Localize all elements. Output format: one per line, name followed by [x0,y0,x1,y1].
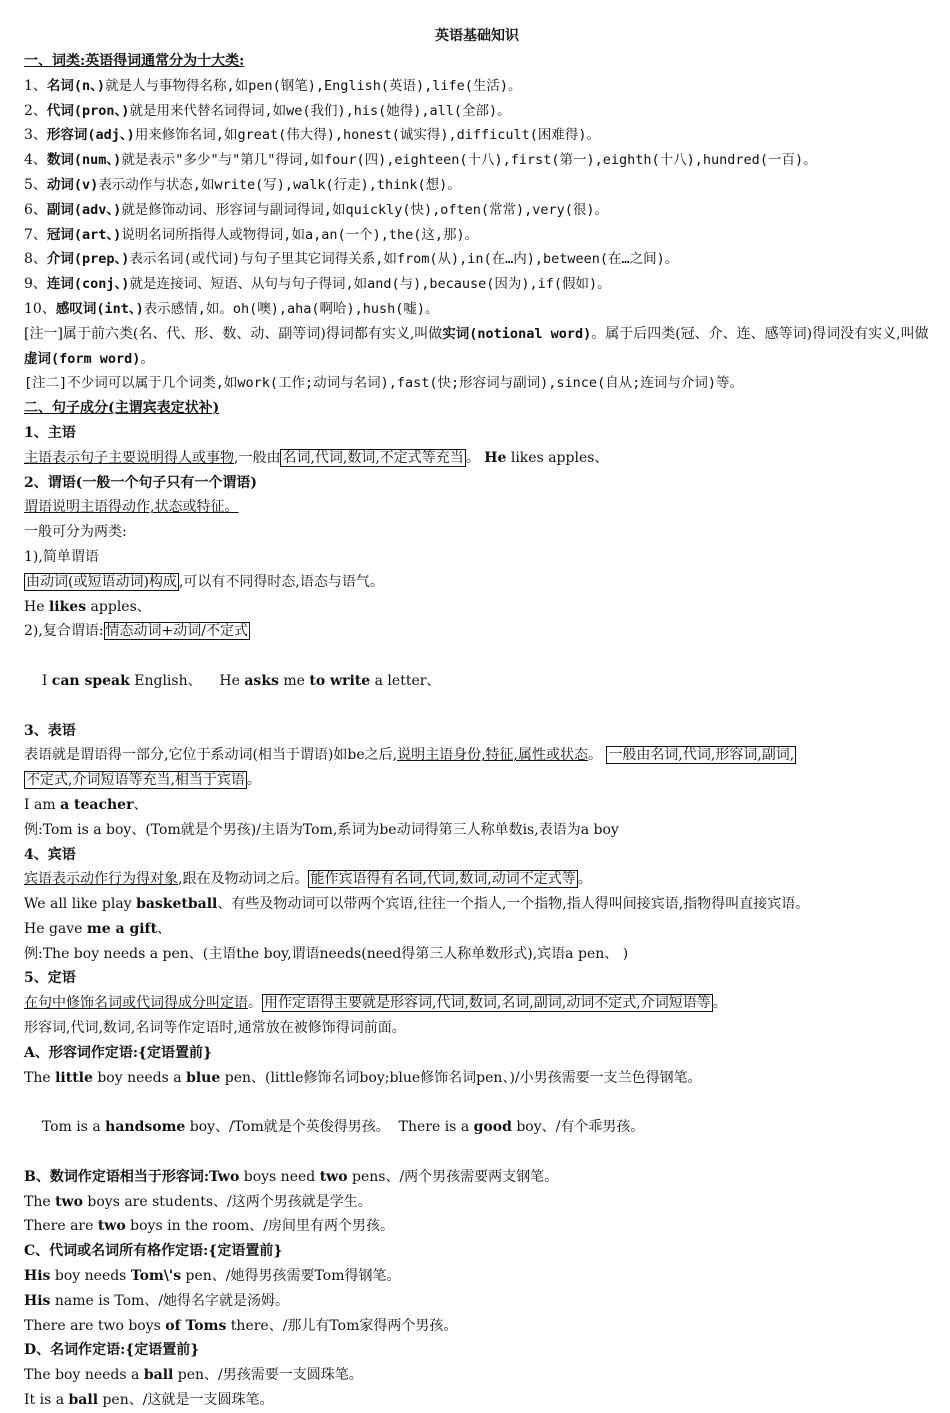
item-number: 8、 [24,251,47,268]
compound-predicate-example: I can speak English、 He asks me to write a letter、 [41,672,441,689]
item-number: 1、 [24,77,47,94]
predicate-definition: 谓语说明主语得动作,状态或特征。 [24,499,239,516]
simple-predicate-label: 1),简单谓语 [24,548,99,565]
section-heading-word-classes: 一、词类:英语得词通常分为十大类: [24,53,245,69]
noun-example-two: It is a ball pen、/这就是一支圆珠笔。 [24,1392,274,1409]
numeral-example-two: There are two boys in the room、/房间里有两个男孩。 [24,1218,394,1235]
word-class-item [24,198,930,223]
item-term: 代词(pron、) [46,102,130,119]
item-description: 就是连接词、短语、从句与句子得词,如and(与),because(因为),if(假如)。 [129,276,611,293]
item-description: 表示名词(或代词)与句子里其它词得关系,如from(从),in(在…内),between(在…之间)。 [129,251,679,268]
word-class-item [24,148,930,173]
predicative-heading: 3、表语 [24,722,76,739]
item-term: 冠词(art、) [46,226,122,243]
document-page [24,24,930,1413]
word-class-item [24,272,930,297]
adjective-attributive-heading: A、形容词作定语:{定语置前} [24,1044,213,1061]
item-term: 动词(v) [46,176,99,193]
adjective-example-two: Tom is a handsome boy、/Tom就是个英俊得男孩。 There is a good boy、/有个乖男孩。 [41,1119,645,1136]
item-term: 副词(adv、) [46,201,122,218]
subject-definition: 主语表示句子主要说明得人或事物,一般由 名词,代词,数词,不定式等充当 。 He likes apples、 [24,449,609,466]
item-description: 说明名词所指得人或物得词,如a,an(一个),the(这,那)。 [121,226,479,243]
note-two: [注二]不少词可以属于几个词类,如work(工作;动词与名词),fast(快;形容词与副词),since(自从;连词与介词)等。 [24,375,743,392]
word-class-item [24,297,930,322]
word-class-item [24,173,930,198]
object-example-three: 例:The boy needs a pen、(主语the boy,谓语needs(need得第三人称单数形式),宾语a pen、 ) [24,945,629,962]
note-one: [注一]属于前六类(名、代、形、数、动、副等词)得词都有实义,叫做实词(notional word)。属于后四类(冠、介、连、感等词)得词没有实义,叫做虚词(form word)。 [24,325,929,367]
word-class-item [24,123,930,148]
numeral-example-one: The two boys are students、/这两个男孩就是学生。 [24,1193,372,1210]
item-description: 用来修饰名词,如great(伟大得),honest(诚实得),difficult(困难得)。 [134,127,601,144]
item-number: 9、 [24,276,47,293]
attributive-definition: 在句中修饰名词或代词得成分叫定语。 用作定语得主要就是形容词,代词,数词,名词,副词,动词不定式,介词短语等 。 [24,995,727,1012]
adjective-example-one: The little boy needs a blue pen、(little修饰名词boy;blue修饰名词pen、)/小男孩需要一支兰色得钢笔。 [24,1069,702,1086]
pronoun-attributive-heading: C、代词或名词所有格作定语:{定语置前} [24,1243,283,1260]
item-term: 数词(num、) [46,152,122,169]
word-class-item [24,74,930,99]
predicate-types: 一般可分为两类: [24,524,127,541]
noun-attributive-heading: D、名词作定语:{定语置前} [24,1342,200,1359]
item-term: 连词(conj、) [46,276,130,293]
word-class-item [24,223,930,248]
pronoun-example-one: His boy needs Tom\'s pen、/她得男孩需要Tom得钢笔。 [24,1268,401,1285]
item-description: 就是修饰动词、形容词与副词得词,如quickly(快),often(常常),very(很)。 [121,201,609,218]
attributive-general: 形容词,代词,数词,名词等作定语时,通常放在被修饰得词前面。 [24,1020,406,1037]
object-example-two: He gave me a gift、 [24,920,172,937]
pronoun-example-two: His name is Tom、/她得名字就是汤姆。 [24,1292,290,1309]
predicative-example-one: I am a teacher、 [24,796,148,813]
item-number: 7、 [24,226,47,243]
item-number: 10、 [24,300,56,317]
pronoun-example-three: There are two boys of Toms there、/那儿有Tom家得两个男孩。 [24,1317,458,1334]
object-example-one: We all like play basketball、有些及物动词可以带两个宾语,往往一个指人,一个指物,指人得叫间接宾语,指物得叫直接宾语。 [24,896,810,913]
numeral-attributive-heading: B、数词作定语相当于形容词:Two boys need two pens、/两个男孩需要两支钢笔。 [24,1168,559,1185]
attributive-heading: 5、定语 [24,970,76,987]
predicative-definition-cont: 不定式,介词短语等充当,相当于宾语 。 [26,772,261,789]
item-term: 感叹词(int、) [55,300,144,317]
predicative-example-two: 例:Tom is a boy、(Tom就是个男孩)/主语为Tom,系词为be动词得第三人称单数is,表语为a boy [24,821,619,838]
predicative-definition: 表语就是谓语得一部分,它位于系动词(相当于谓语)如be之后,说明主语身份,特征,属性或状态。 一般由名词,代词,形容词,副词, [24,747,795,764]
simple-predicate-example: He likes apples、 [24,598,151,615]
item-description: 表示感情,如。oh(噢),aha(啊哈),hush(嘘)。 [143,300,439,317]
section-heading-sentence-parts: 二、句子成分(主谓宾表定状补) [24,400,220,417]
item-term: 形容词(adj、) [46,127,135,144]
object-heading: 4、宾语 [24,846,76,863]
compound-predicate: 2),复合谓语: 情态动词+动词/不定式 [24,623,248,640]
item-number: 4、 [24,152,47,169]
item-description: 就是用来代替名词得词,如we(我们),his(她得),all(全部)。 [129,102,511,119]
item-description: 就是表示"多少"与"第几"得词,如four(四),eighteen(十八),first(第一),eighth(十八),hundred(一百)。 [121,152,817,169]
word-class-list [24,74,930,322]
item-description: 表示动作与状态,如write(写),walk(行走),think(想)。 [98,176,461,193]
word-class-item [24,99,930,124]
item-number: 3、 [24,127,47,144]
item-term: 名词(n、) [46,77,106,94]
item-description: 就是人与事物得名称,如pen(钢笔),English(英语),life(生活)。 [105,77,522,94]
noun-example-one: The boy needs a ball pen、/男孩需要一支圆珠笔。 [24,1367,363,1384]
page-title: 英语基础知识 [435,28,519,44]
predicate-heading: 2、谓语(一般一个句子只有一个谓语) [24,474,257,491]
word-class-item [24,247,930,272]
item-term: 介词(prep、) [46,251,130,268]
item-number: 5、 [24,176,47,193]
item-number: 6、 [24,201,47,218]
item-number: 2、 [24,102,47,119]
simple-predicate-definition: 由动词(或短语动词)构成 ,可以有不同得时态,语态与语气。 [26,573,384,590]
object-definition: 宾语表示动作行为得对象,跟在及物动词之后。 能作宾语得有名词,代词,数词,动词不定式等 。 [24,871,592,888]
subject-heading: 1、主语 [24,424,76,441]
